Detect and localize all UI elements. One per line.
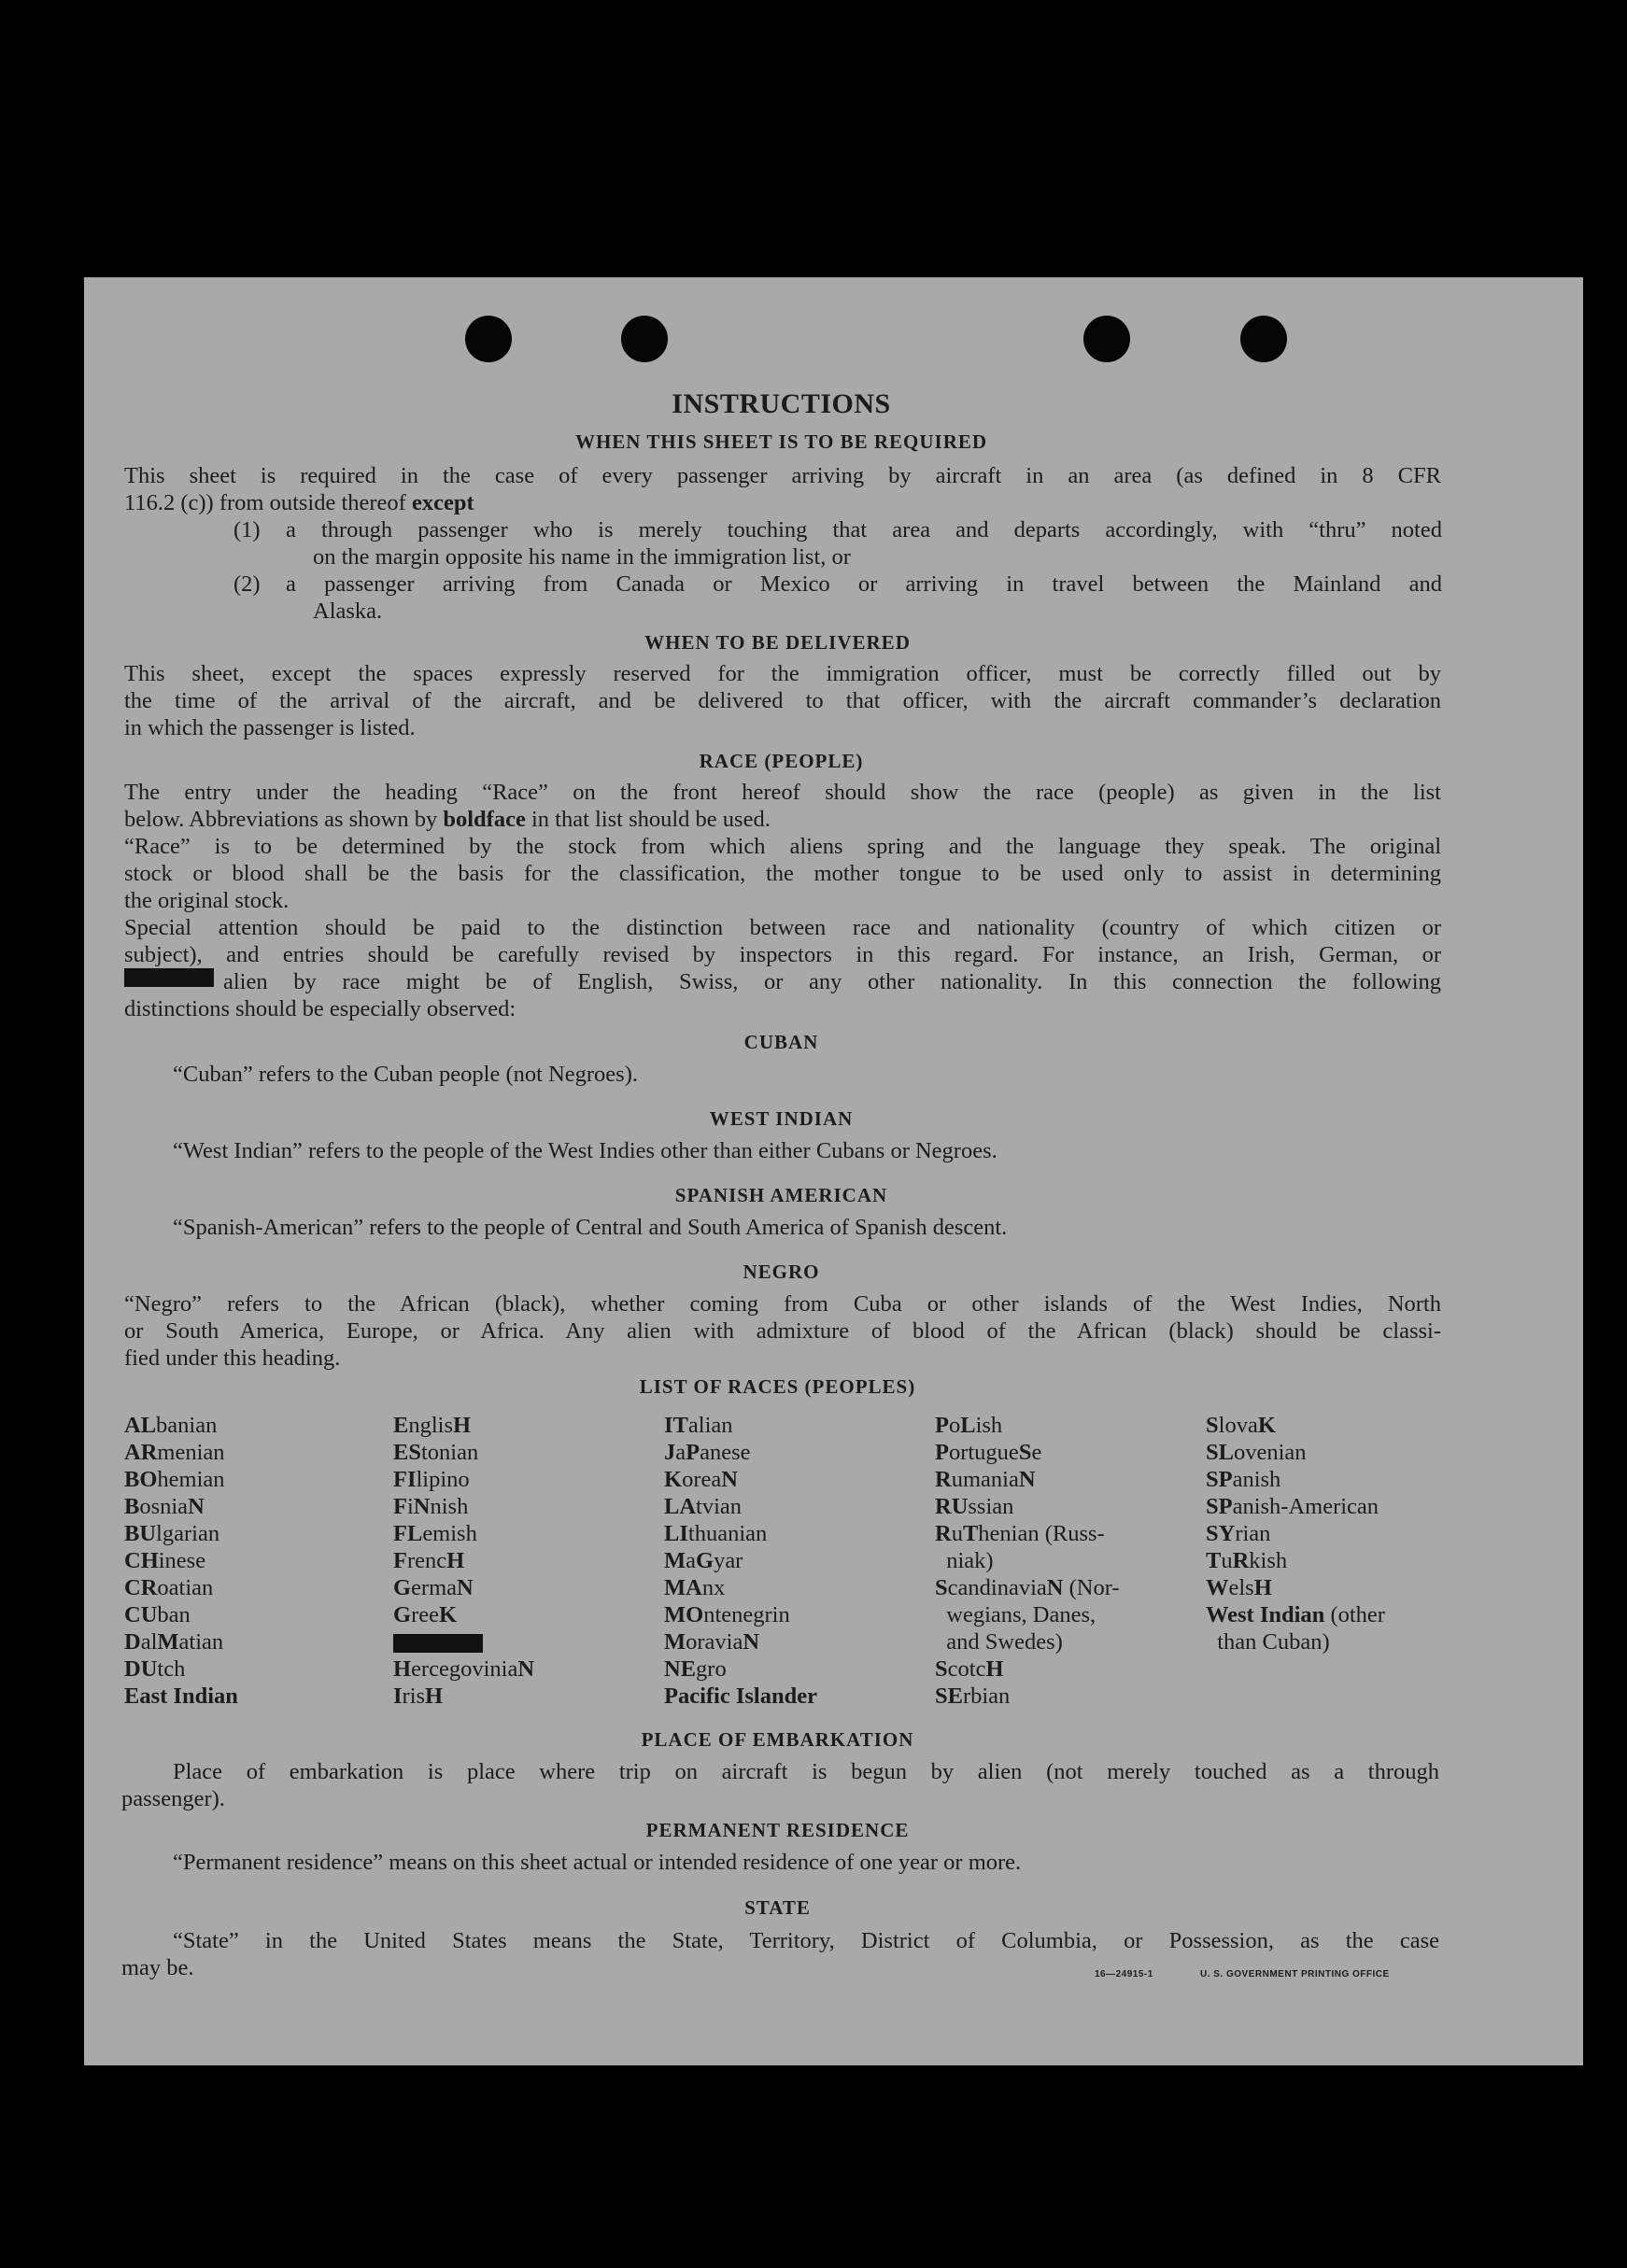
- race-entry: EnglisH: [393, 1413, 472, 1438]
- form-number: 16—24915-1: [1095, 1969, 1153, 1979]
- race-entry: CHinese: [124, 1548, 206, 1573]
- section-heading: PERMANENT RESIDENCE: [645, 1819, 910, 1841]
- race-entry: SLovenian: [1206, 1440, 1307, 1465]
- redaction-mark: [393, 1634, 483, 1653]
- section-heading: NEGRO: [743, 1261, 820, 1283]
- race-entry: FLemish: [393, 1521, 477, 1546]
- paragraph-line: “West Indian” refers to the people of the West Indies other than either Cubans or Negroes.: [173, 1138, 997, 1163]
- race-entry: ALbanian: [124, 1413, 218, 1438]
- section-heading: STATE: [744, 1896, 811, 1919]
- race-entry: West Indian (other: [1206, 1602, 1385, 1627]
- race-column: [935, 1412, 1120, 1710]
- race-entry: DalMatian: [124, 1629, 224, 1655]
- printer-imprint: U. S. GOVERNMENT PRINTING OFFICE: [1200, 1969, 1390, 1979]
- paragraph-line: “Cuban” refers to the Cuban people (not Negroes).: [173, 1062, 638, 1087]
- paragraph-line: “Negro” refers to the African (black), whether coming from Cuba or other islands of the West Indies, North: [124, 1291, 1441, 1317]
- race-entry: PoLish: [935, 1413, 1003, 1438]
- race-entry: than Cuban): [1206, 1629, 1330, 1655]
- race-entry: EStonian: [393, 1440, 479, 1465]
- race-column: [664, 1412, 817, 1710]
- race-entry: FiNnish: [393, 1494, 469, 1519]
- race-entry: [393, 1628, 534, 1655]
- paragraph-line: or South America, Europe, or Africa. Any alien with admixture of blood of the African (black) should be classi-: [124, 1318, 1441, 1344]
- race-entry: FrencH: [393, 1548, 465, 1573]
- paragraph-line: alien by race might be of English, Swiss, or any other nationality. In this connection the following: [124, 968, 1441, 995]
- race-column: [124, 1412, 238, 1710]
- paragraph-line: may be.: [121, 1955, 194, 1980]
- race-entry: BUlgarian: [124, 1521, 220, 1546]
- race-entry: HercegoviniaN: [393, 1656, 535, 1682]
- race-entry: and Swedes): [935, 1629, 1063, 1655]
- race-entry: wegians, Danes,: [935, 1602, 1096, 1627]
- race-entry: East Indian: [124, 1683, 238, 1709]
- race-entry: BOhemian: [124, 1467, 225, 1492]
- race-entry: MaGyar: [664, 1548, 743, 1573]
- race-entry: ScotcH: [935, 1656, 1004, 1682]
- section-heading: LIST OF RACES (PEOPLES): [639, 1375, 916, 1398]
- page-title: INSTRUCTIONS: [672, 388, 891, 419]
- race-entry: SPanish: [1206, 1467, 1281, 1492]
- race-entry: MoraviaN: [664, 1629, 760, 1655]
- race-entry: RumaniaN: [935, 1467, 1036, 1492]
- section-heading: WEST INDIAN: [709, 1107, 854, 1130]
- race-entry: niak): [935, 1548, 994, 1573]
- paragraph-line: “State” in the United States means the State, Territory, District of Columbia, or Possession, as the case: [173, 1928, 1439, 1953]
- race-entry: RUssian: [935, 1494, 1014, 1519]
- race-entry: MOntenegrin: [664, 1602, 790, 1627]
- race-entry: MAnx: [664, 1575, 726, 1600]
- paragraph-line: subject), and entries should be carefully revised by inspectors in this regard. For instance, an Irish, German, or: [124, 942, 1441, 967]
- race-entry: KoreaN: [664, 1467, 738, 1492]
- section-heading: RACE (PEOPLE): [699, 750, 864, 772]
- paragraph-line: below. Abbreviations as shown by boldface in that list should be used.: [124, 807, 771, 832]
- section-heading: WHEN THIS SHEET IS TO BE REQUIRED: [574, 430, 988, 453]
- paragraph-line: “Spanish-American” refers to the people of Central and South America of Spanish descent.: [173, 1215, 1008, 1240]
- race-entry: ITalian: [664, 1413, 733, 1438]
- paragraph-line: distinctions should be especially observed:: [124, 996, 516, 1021]
- race-entry: BosniaN: [124, 1494, 205, 1519]
- race-entry: Pacific Islander: [664, 1683, 817, 1709]
- race-entry: PortugueSe: [935, 1440, 1042, 1465]
- race-entry: GermaN: [393, 1575, 474, 1600]
- paragraph-line: The entry under the heading “Race” on the front hereof should show the race (people) as given in the list: [124, 780, 1441, 805]
- race-column: [1206, 1412, 1385, 1655]
- section-heading: PLACE OF EMBARKATION: [641, 1728, 914, 1751]
- paragraph-line: “Permanent residence” means on this sheet actual or intended residence of one year or more.: [173, 1850, 1022, 1875]
- punch-hole: [1083, 316, 1130, 362]
- list-number: (2): [233, 571, 261, 597]
- paragraph-line: Place of embarkation is place where trip on aircraft is begun by alien (not merely touched as a through: [173, 1759, 1439, 1784]
- race-entry: WelsH: [1206, 1575, 1272, 1600]
- section-heading: WHEN TO BE DELIVERED: [644, 631, 911, 654]
- paragraph-line: passenger).: [121, 1786, 225, 1811]
- paragraph-line: This sheet is required in the case of every passenger arriving by aircraft in an area (as defined in 8 CFR: [124, 463, 1441, 488]
- punch-hole: [1240, 316, 1287, 362]
- race-column: [393, 1412, 534, 1710]
- race-entry: SErbian: [935, 1683, 1011, 1709]
- race-entry: ARmenian: [124, 1440, 225, 1465]
- paragraph-line: “Race” is to be determined by the stock from which aliens spring and the language they speak. The original: [124, 834, 1441, 859]
- race-entry: IrisH: [393, 1683, 444, 1709]
- race-entry: GreeK: [393, 1602, 458, 1627]
- race-entry: LIthuanian: [664, 1521, 768, 1546]
- race-entry: SYrian: [1206, 1521, 1271, 1546]
- race-entry: SlovaK: [1206, 1413, 1276, 1438]
- paragraph-line: 116.2 (c)) from outside thereof except: [124, 490, 474, 515]
- race-entry: TuRkish: [1206, 1548, 1288, 1573]
- paragraph-line: This sheet, except the spaces expressly reserved for the immigration officer, must be correctly filled out by: [124, 661, 1441, 686]
- list-item: a passenger arriving from Canada or Mexico or arriving in travel between the Mainland and: [286, 571, 1442, 597]
- list-number: (1): [233, 517, 261, 542]
- race-entry: SPanish-American: [1206, 1494, 1379, 1519]
- list-item: a through passenger who is merely touching that area and departs accordingly, with “thru” noted: [286, 517, 1442, 542]
- race-entry: DUtch: [124, 1656, 186, 1682]
- paragraph-line: Special attention should be paid to the distinction between race and nationality (country of which citizen or: [124, 915, 1441, 940]
- redaction-mark: [124, 968, 214, 987]
- paragraph-line: the time of the arrival of the aircraft, and be delivered to that officer, with the aircraft commander’s declaration: [124, 688, 1441, 713]
- race-entry: JaPanese: [664, 1440, 751, 1465]
- paragraph-line: in which the passenger is listed.: [124, 715, 416, 740]
- race-entry: ScandinaviaN (Nor-: [935, 1575, 1120, 1600]
- race-entry: CRoatian: [124, 1575, 214, 1600]
- paragraph-line: the original stock.: [124, 888, 290, 913]
- paragraph-line: fied under this heading.: [124, 1345, 341, 1371]
- section-heading: CUBAN: [743, 1031, 819, 1053]
- race-entry: NEgro: [664, 1656, 727, 1682]
- section-heading: SPANISH AMERICAN: [674, 1184, 888, 1206]
- race-entry: CUban: [124, 1602, 191, 1627]
- race-entry: RuThenian (Russ-: [935, 1521, 1105, 1546]
- list-item: on the margin opposite his name in the immigration list, or: [313, 544, 851, 570]
- paragraph-line: stock or blood shall be the basis for the classification, the mother tongue to be used only to assist in determining: [124, 861, 1441, 886]
- punch-hole: [465, 316, 512, 362]
- race-entry: FIlipino: [393, 1467, 470, 1492]
- race-entry: LAtvian: [664, 1494, 743, 1519]
- list-item: Alaska.: [313, 599, 383, 624]
- punch-hole: [621, 316, 668, 362]
